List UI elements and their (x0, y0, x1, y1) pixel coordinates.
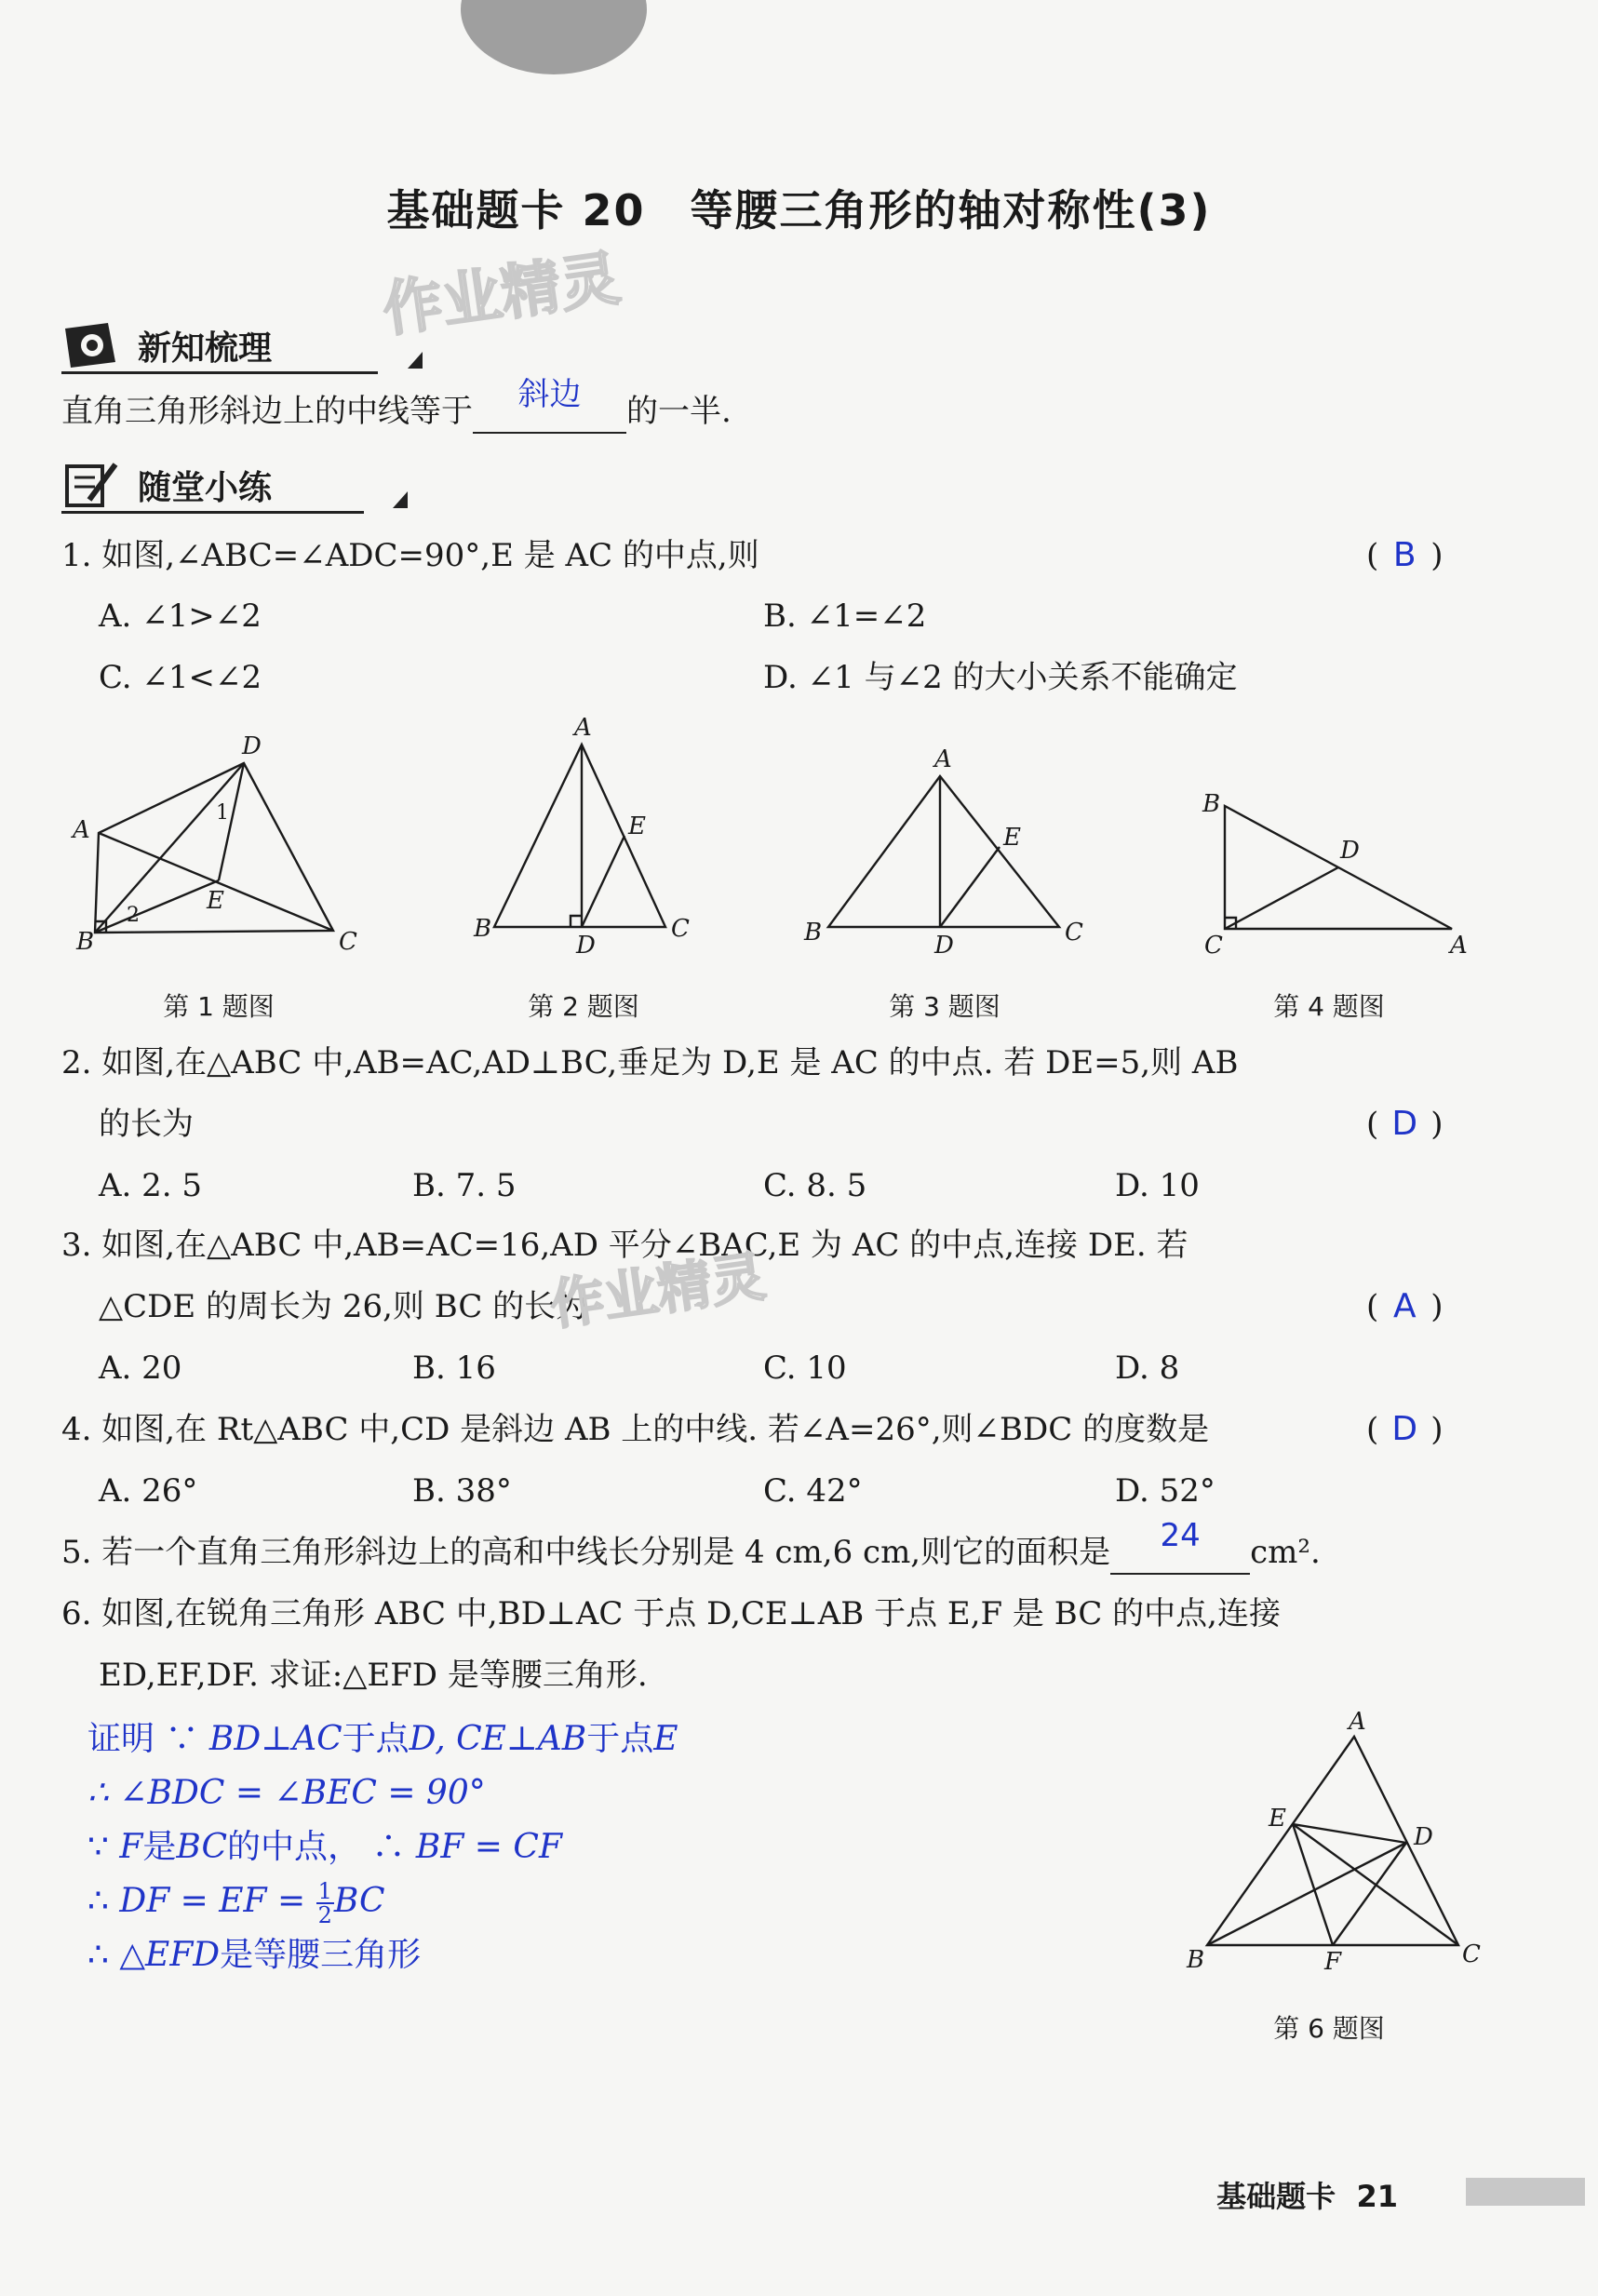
fig6-label-b: B (1187, 1946, 1205, 1974)
q3-option-d: D. 8 (1115, 1349, 1180, 1387)
fig3-de (940, 847, 1000, 927)
section-new-knowledge (61, 316, 378, 374)
q5-answer: 24 (1160, 1517, 1201, 1554)
fraction-half (316, 1880, 334, 1927)
watermark-top: 作业精灵 (378, 244, 624, 346)
figure-3-caption: 第 3 题图 (889, 991, 1000, 1022)
proof-line-1 (87, 1712, 678, 1766)
fig1-label-a: A (73, 816, 90, 844)
q2-answer-bracket: ( D ) (1366, 1105, 1444, 1143)
fig2-label-a: A (574, 714, 592, 742)
proof-line-2 (87, 1766, 486, 1820)
q5-text-after: cm². (1250, 1534, 1321, 1571)
fig3-label-d: D (934, 932, 954, 960)
watermark-middle: 作业精灵 (546, 1244, 770, 1337)
proof-4b: DF = EF = (119, 1882, 316, 1920)
proof-3d: BC (176, 1828, 228, 1866)
q4-option-c: C. 42° (763, 1472, 863, 1510)
knowledge-blank (473, 376, 626, 434)
fig1-label-c: C (339, 928, 357, 956)
q1-option-a: A. ∠1>∠2 (99, 597, 262, 635)
knowledge-answer: 斜边 (517, 376, 582, 413)
q3-option-a: A. 20 (99, 1349, 182, 1387)
page-tab-shadow (461, 0, 647, 74)
fig1-angle-2: 2 (127, 904, 140, 927)
q4-option-a: A. 26° (99, 1472, 198, 1510)
proof-4a: ∴ (87, 1882, 120, 1920)
footer-label: 基础题卡 (1216, 2179, 1336, 2214)
fig1-label-d: D (242, 732, 262, 760)
fig6-df (1333, 1843, 1406, 1945)
figure-6-caption: 第 6 题图 (1273, 2013, 1385, 2044)
proof-1d: D, CE⊥AB (409, 1720, 587, 1758)
fig6-ed (1293, 1824, 1406, 1843)
section-marker (393, 491, 408, 508)
figure-1 (65, 726, 372, 959)
proof-3f: BF = CF (415, 1828, 562, 1866)
proof-1f: E (653, 1720, 678, 1758)
q2-option-c: C. 8. 5 (763, 1167, 867, 1204)
proof-line-3 (87, 1820, 562, 1874)
fig3-triangle (828, 776, 1059, 927)
notebook-pen-icon (61, 459, 121, 511)
section-rule (61, 371, 378, 374)
q5-text-before: 5. 若一个直角三角形斜边上的高和中线长分别是 4 cm,6 cm,则它的面积是 (61, 1534, 1111, 1571)
proof-5b: EFD (145, 1936, 221, 1974)
section-rule (61, 511, 364, 514)
fig4-cd (1225, 867, 1338, 929)
fig2-label-d: D (576, 932, 596, 960)
fig1-angle-1: 1 (216, 801, 229, 825)
q1-answer-bracket: ( B ) (1366, 536, 1444, 574)
fig2-de (582, 836, 624, 927)
fig3-label-b: B (804, 919, 823, 947)
q1-option-b: B. ∠1=∠2 (763, 597, 927, 635)
fraction-numerator: 1 (317, 1878, 332, 1904)
page-footer (1216, 2173, 1398, 2216)
figure-1-caption: 第 1 题图 (163, 991, 275, 1022)
fig4-label-d: D (1340, 837, 1360, 865)
fig4-label-b: B (1202, 790, 1221, 818)
q1-option-c: C. ∠1<∠2 (99, 659, 262, 696)
section-new-knowledge-label: 新知梳理 (138, 329, 273, 368)
q5-statement (61, 1517, 1321, 1575)
fig2-right-angle (571, 916, 582, 927)
fig6-label-f: F (1324, 1948, 1342, 1976)
fig2-label-b: B (474, 915, 492, 943)
q2-answer: D (1391, 1105, 1418, 1143)
q4-answer-bracket: ( D ) (1366, 1410, 1444, 1448)
proof-line-5 (87, 1928, 421, 1982)
proof-1b: BD⊥AC (208, 1720, 342, 1758)
proof-3c: 是 (142, 1828, 177, 1866)
proof-1c: 于点 (342, 1720, 410, 1758)
proof-5a: ∴ △ (87, 1936, 146, 1974)
q3-answer-bracket: ( A ) (1366, 1287, 1444, 1325)
figure-4 (1191, 782, 1489, 968)
q3-option-c: C. 10 (763, 1349, 847, 1387)
q3-stem-line1: 3. 如图,在△ABC 中,AB=AC=16,AD 平分∠BAC,E 为 AC 的中点,连接 DE. 若 (61, 1227, 1188, 1264)
fig3-label-a: A (934, 745, 952, 773)
fig4-label-a: A (1450, 932, 1468, 960)
fig1-label-b: B (76, 928, 95, 956)
figure-4-caption: 第 4 题图 (1273, 991, 1385, 1022)
fig2-label-c: C (671, 915, 690, 943)
fig4-label-c: C (1204, 932, 1223, 960)
figure-2 (470, 714, 703, 960)
fig1-be (95, 880, 219, 933)
fig6-label-d: D (1414, 1823, 1433, 1851)
q3-stem-line2: △CDE 的周长为 26,则 BC 的长为 (99, 1288, 588, 1325)
q1-stem: 1. 如图,∠ABC=∠ADC=90°,E 是 AC 的中点,则 (61, 537, 759, 574)
knowledge-text-after: 的一半. (626, 393, 732, 430)
q3-answer: A (1392, 1287, 1417, 1325)
q2-stem-line2: 的长为 (99, 1106, 194, 1143)
figure-6 (1177, 1708, 1494, 1976)
proof-4c: BC (333, 1882, 385, 1920)
q5-blank (1110, 1517, 1250, 1575)
section-marker (408, 352, 423, 369)
knowledge-text-before: 直角三角形斜边上的中线等于 (61, 393, 473, 430)
q3-option-b: B. 16 (412, 1349, 496, 1387)
proof-3b: F (119, 1828, 143, 1866)
fig1-label-e: E (207, 887, 224, 915)
page-number: 21 (1356, 2179, 1398, 2214)
fig6-label-a: A (1349, 1708, 1366, 1736)
camera-icon (61, 319, 121, 371)
footer-bar (1466, 2178, 1585, 2206)
fig6-label-e: E (1269, 1805, 1286, 1833)
proof-5c: 是等腰三角形 (220, 1936, 422, 1974)
proof-3e: 的中点， ∴ (227, 1828, 416, 1866)
q4-stem: 4. 如图,在 Rt△ABC 中,CD 是斜边 AB 上的中线. 若∠A=26°,则∠BDC 的度数是 (61, 1411, 1210, 1448)
fig3-label-c: C (1065, 919, 1083, 947)
q6-stem-line2: ED,EF,DF. 求证:△EFD 是等腰三角形. (99, 1657, 648, 1694)
fraction-denominator: 2 (317, 1902, 332, 1928)
q1-option-d: D. ∠1 与∠2 的大小关系不能确定 (763, 659, 1238, 696)
q4-option-b: B. 38° (412, 1472, 512, 1510)
section-practice-label: 随堂小练 (138, 468, 273, 507)
proof-1e: 于点 (586, 1720, 654, 1758)
q4-answer: D (1391, 1410, 1418, 1448)
proof-3a: ∵ (87, 1828, 120, 1866)
fig2-label-e: E (628, 812, 646, 840)
proof-2: ∴ ∠BDC = ∠BEC = 90° (87, 1774, 486, 1812)
fig6-bd (1207, 1843, 1406, 1945)
q2-option-b: B. 7. 5 (412, 1167, 517, 1204)
proof-line-4 (87, 1874, 385, 1928)
knowledge-statement (61, 376, 732, 434)
proof-1a: 证明 ∵ (87, 1720, 209, 1758)
page-title: 基础题卡 20 等腰三角形的轴对称性(3) (386, 185, 1212, 235)
fig3-label-e: E (1003, 824, 1021, 852)
fig6-label-c: C (1462, 1940, 1481, 1968)
q2-option-d: D. 10 (1115, 1167, 1200, 1204)
q1-answer: B (1392, 536, 1417, 574)
q6-stem-line1: 6. 如图,在锐角三角形 ABC 中,BD⊥AC 于点 D,CE⊥AB 于点 E,F 是 BC 的中点,连接 (61, 1595, 1281, 1632)
section-practice (61, 456, 364, 514)
figure-2-caption: 第 2 题图 (528, 991, 639, 1022)
q2-option-a: A. 2. 5 (99, 1167, 203, 1204)
q2-stem-line1: 2. 如图,在△ABC 中,AB=AC,AD⊥BC,垂足为 D,E 是 AC 的中点. 若 DE=5,则 AB (61, 1044, 1239, 1081)
figure-3 (800, 745, 1098, 959)
q4-option-d: D. 52° (1115, 1472, 1215, 1510)
